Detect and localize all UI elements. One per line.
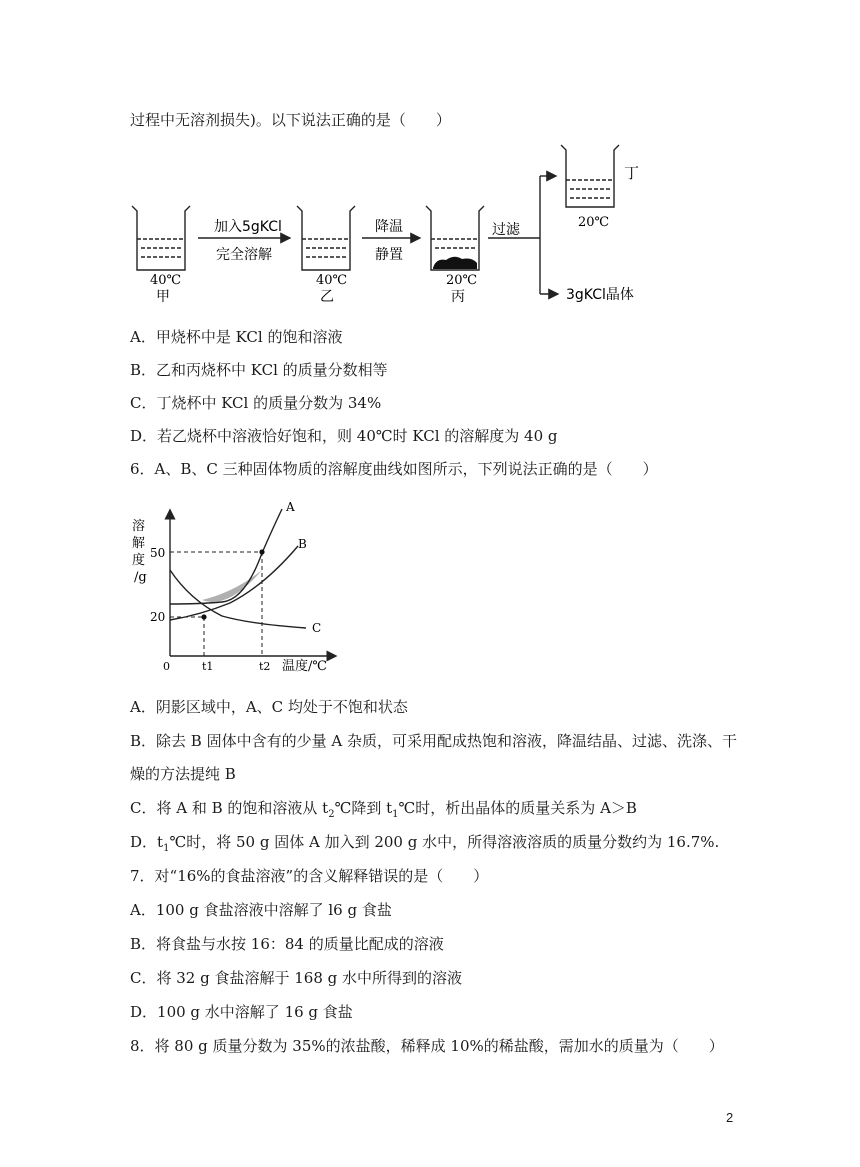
step2-bottom: 静置 [375, 247, 403, 263]
q6-option-c: C．将 A 和 B 的饱和溶液从 $t_2℃$降到 $t_1℃$时，析出晶体的质量关系为 A＞B [130, 799, 637, 820]
q6-option-b-line2: 燥的方法提纯 B [130, 765, 236, 783]
q8-stem: 8．将 80 g 质量分数为 35%的浓盐酸，稀释成 10%的稀盐酸，需加水的质量为（ ） [130, 1037, 724, 1055]
beaker-ding-name: 丁 [624, 164, 640, 182]
beaker-jia-temp: 40℃ [150, 273, 182, 288]
q5-option-a: A．甲烧杯中是 KCl 的饱和溶液 [130, 328, 343, 346]
crystal-label: 3gKCl晶体 [566, 287, 634, 303]
q7-stem: 7．对“16%的食盐溶液”的含义解释错误的是（ ） [130, 867, 489, 885]
curve-a-label: A [286, 500, 295, 514]
q7-option-c: C．将 32 g 食盐溶解于 168 g 水中所得到的溶液 [130, 969, 463, 987]
q5-option-b: B．乙和丙烧杯中 KCl 的质量分数相等 [130, 361, 388, 379]
point-t1 [201, 614, 206, 619]
q7-option-b: B．将食盐与水按 16：84 的质量比配成的溶液 [130, 935, 444, 953]
step1-top: 加入5gKCl [214, 219, 282, 235]
q6-option-b-line1: B．除去 B 固体中含有的少量 A 杂质，可采用配成热饱和溶液，降温结晶、过滤、洗涤、干 [130, 732, 737, 750]
x-tick-t2: t2 [259, 660, 271, 673]
beaker-bing-name: 丙 [451, 289, 465, 305]
beaker-yi-temp: 40℃ [316, 273, 348, 288]
x-axis-label: 温度/℃ [282, 659, 327, 674]
y-tick-50: 50 [150, 546, 166, 560]
point-t2 [259, 549, 264, 554]
step1-bottom: 完全溶解 [216, 247, 272, 263]
y-label-2: 解 [132, 536, 146, 551]
step3-label: 过滤 [492, 222, 520, 238]
q6-option-a: A．阴影区域中，A、C 均处于不饱和状态 [130, 698, 408, 716]
beaker-bing-temp: 20℃ [446, 273, 478, 288]
curve-c-label: C [312, 621, 322, 635]
x-tick-t1: t1 [202, 660, 214, 673]
beaker-ding-temp: 20℃ [578, 215, 610, 230]
origin-label: 0 [163, 660, 170, 673]
q7-option-d: D．100 g 水中溶解了 16 g 食盐 [130, 1003, 353, 1021]
page-number: 2 [726, 1110, 734, 1125]
y-label-3: 度 [132, 553, 146, 568]
question-continuation: 过程中无溶剂损失)。以下说法正确的是（ ） [130, 111, 451, 129]
curve-b [170, 546, 298, 620]
y-tick-20: 20 [150, 610, 166, 624]
beaker-yi-name: 乙 [320, 289, 334, 305]
q5-option-d: D．若乙烧杯中溶液恰好饱和，则 40℃时 KCl 的溶解度为 40 g [130, 427, 558, 445]
curve-b-label: B [298, 537, 307, 551]
q6-stem: 6．A、B、C 三种固体物质的溶解度曲线如图所示，下列说法正确的是（ ） [130, 460, 658, 478]
q7-option-a: A．100 g 食盐溶液中溶解了 l6 g 食盐 [130, 901, 392, 919]
q5-option-c: C．丁烧杯中 KCl 的质量分数为 34% [130, 394, 382, 412]
q6-option-d: D．$t_1℃$时，将 50 g 固体 A 加入到 200 g 水中，所得溶液溶质的质量分数约为 16.7%. [130, 833, 720, 854]
y-label-4: /g [134, 570, 147, 585]
step2-top: 降温 [375, 219, 403, 235]
y-label-1: 溶 [132, 519, 146, 534]
beaker-jia-name: 甲 [156, 289, 170, 305]
